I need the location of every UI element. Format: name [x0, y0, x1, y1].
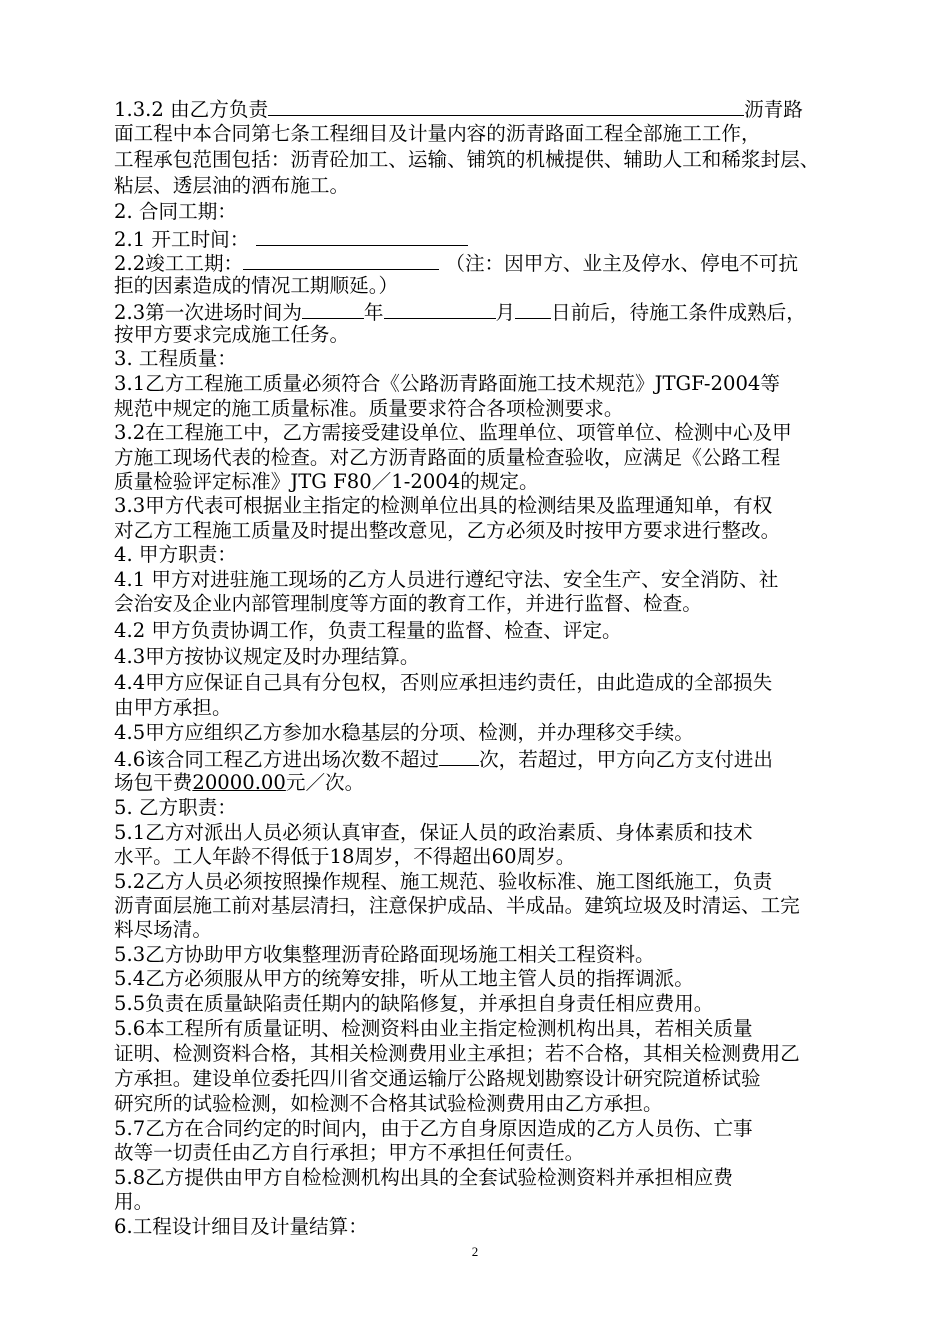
text-line: 3.3甲方代表可根据业主指定的检测单位出具的检测结果及监理通知单，有权: [114, 494, 773, 517]
blank-underline: [243, 249, 439, 270]
text-line: 3.2在工程施工中，乙方需接受建设单位、监理单位、项管单位、检测中心及甲: [114, 421, 792, 444]
section-heading: 3. 工程质量：: [114, 347, 237, 370]
text-line: 4.4甲方应保证自己具有分包权，否则应承担违约责任，由此造成的全部损失: [114, 671, 773, 694]
text-line: 1.3.2 由乙方负责 沥青路: [114, 95, 874, 121]
text-line: 方承担。建设单位委托四川省交通运输厅公路规划勘察设计研究院道桥试验: [114, 1067, 761, 1090]
text-line: 2.3第一次进场时间为 年 月 日前后，待施工条件成熟后，: [114, 298, 874, 324]
text-line: 4.3甲方按协议规定及时办理结算。: [114, 645, 420, 668]
text-line: 用。: [114, 1190, 154, 1213]
text-line: 4.2 甲方负责协调工作，负责工程量的监督、检查、评定。: [114, 619, 622, 642]
text-line: 对乙方工程施工质量及时提出整改意见，乙方必须及时按甲方要求进行整改。: [114, 519, 781, 542]
text-line: 面工程中本合同第七条工程细目及计量内容的沥青路面工程全部施工工作，: [114, 122, 761, 145]
fee-amount: 20000.00: [192, 771, 286, 794]
text-line: 5.7乙方在合同约定的时间内，由于乙方自身原因造成的乙方人员伤、亡事: [114, 1117, 753, 1140]
text-line: 3.1乙方工程施工质量必须符合《公路沥青路面施工技术规范》JTGF-2004等: [114, 372, 780, 395]
text-line: 按甲方要求完成施工任务。: [114, 323, 350, 346]
blank-underline: [439, 745, 479, 766]
blank-underline: [302, 298, 364, 319]
blank-underline: [268, 95, 744, 116]
text-line: 由甲方承担。: [114, 696, 232, 719]
text-line: 4.6该合同工程乙方进出场次数不超过 次，若超过，甲方向乙方支付进出: [114, 745, 874, 771]
text-line: 研究所的试验检测，如检测不合格其试验检测费用由乙方承担。: [114, 1092, 663, 1115]
page-number: 2: [471, 1244, 479, 1259]
text-line: 工程承包范围包括：沥青砼加工、运输、铺筑的机械提供、辅助人工和稀浆封层、: [114, 148, 820, 171]
text-line: 方施工现场代表的检查。对乙方沥青路面的质量检查验收，应满足《公路工程: [114, 446, 781, 469]
text-line: 2.2竣工工期： （注：因甲方、业主及停水、停电不可抗: [114, 249, 874, 275]
text-line: 粘层、透层油的洒布施工。: [114, 174, 350, 197]
section-heading: 6.工程设计细目及计量结算：: [114, 1215, 368, 1238]
text-line: 2.1 开工时间：: [114, 225, 874, 251]
section-heading: 4. 甲方职责：: [114, 543, 237, 566]
text-line: 5.1乙方对派出人员必须认真审查，保证人员的政治素质、身体素质和技术: [114, 821, 753, 844]
blank-underline: [256, 225, 468, 246]
section-heading: 5. 乙方职责：: [114, 796, 237, 819]
blank-underline: [384, 298, 496, 319]
text-line: 质量检验评定标准》JTG F80／1-2004的规定。: [114, 470, 539, 493]
blank-underline: [515, 298, 551, 319]
text-line: 场包干费20000.00元／次。: [114, 771, 365, 794]
text-line: 水平。工人年龄不得低于18周岁，不得超出60周岁。: [114, 845, 576, 868]
text-line: 证明、检测资料合格，其相关检测费用业主承担；若不合格，其相关检测费用乙: [114, 1042, 800, 1065]
text-line: 规范中规定的施工质量标准。质量要求符合各项检测要求。: [114, 397, 624, 420]
text-line: 4.5甲方应组织乙方参加水稳基层的分项、检测，并办理移交手续。: [114, 721, 694, 744]
text-line: 料尽场清。: [114, 918, 212, 941]
text-line: 5.5负责在质量缺陷责任期内的缺陷修复，并承担自身责任相应费用。: [114, 992, 714, 1015]
text-line: 故等一切责任由乙方自行承担；甲方不承担任何责任。: [114, 1141, 585, 1164]
text-line: 沥青面层施工前对基层清扫，注意保护成品、半成品。建筑垃圾及时清运、工完: [114, 894, 800, 917]
text-line: 会治安及企业内部管理制度等方面的教育工作，并进行监督、检查。: [114, 592, 702, 615]
text-line: 5.3乙方协助甲方收集整理沥青砼路面现场施工相关工程资料。: [114, 943, 655, 966]
text-line: 5.4乙方必须服从甲方的统筹安排，听从工地主管人员的指挥调派。: [114, 967, 694, 990]
text-line: 5.2乙方人员必须按照操作规程、施工规范、验收标准、施工图纸施工，负责: [114, 870, 773, 893]
text-line: 拒的因素造成的情况工期顺延。）: [114, 274, 399, 297]
section-heading: 2. 合同工期：: [114, 200, 237, 223]
text-line: 4.1 甲方对进驻施工现场的乙方人员进行遵纪守法、安全生产、安全消防、社: [114, 568, 779, 591]
text-line: 5.6本工程所有质量证明、检测资料由业主指定检测机构出具，若相关质量: [114, 1017, 753, 1040]
text-line: 5.8乙方提供由甲方自检检测机构出具的全套试验检测资料并承担相应费: [114, 1166, 733, 1189]
